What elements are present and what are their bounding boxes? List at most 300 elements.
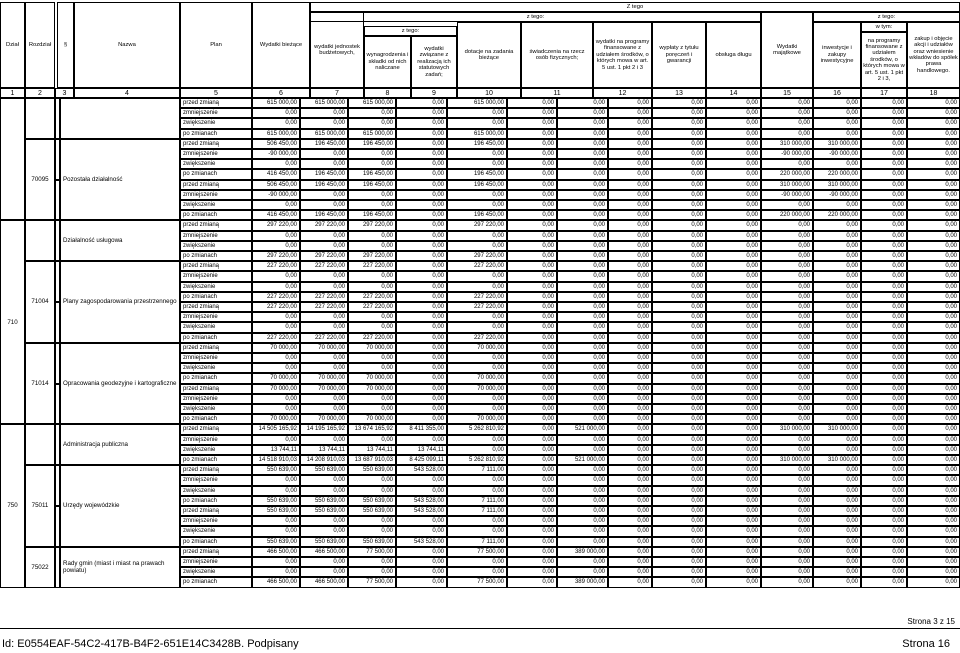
table-cell: 70 000,00 xyxy=(300,384,348,394)
row-label: zwiększenie xyxy=(180,282,252,292)
table-cell: 0,00 xyxy=(706,302,761,312)
table-cell: 310 000,00 xyxy=(813,455,861,465)
table-cell: 0,00 xyxy=(507,139,557,149)
table-cell: 227 220,00 xyxy=(447,302,507,312)
table-cell: 0,00 xyxy=(608,190,652,200)
table-cell: 543 528,00 xyxy=(396,506,447,516)
table-cell: 0,00 xyxy=(557,435,608,445)
table-cell: 0,00 xyxy=(396,516,447,526)
table-cell: 0,00 xyxy=(557,282,608,292)
table-cell: 0,00 xyxy=(300,271,348,281)
table-cell: 0,00 xyxy=(608,557,652,567)
table-cell: 0,00 xyxy=(608,231,652,241)
table-cell: 0,00 xyxy=(861,231,907,241)
table-cell: 0,00 xyxy=(608,180,652,190)
table-cell: 7 111,00 xyxy=(447,506,507,516)
table-cell: 0,00 xyxy=(813,537,861,547)
table-cell: 0,00 xyxy=(396,394,447,404)
table-cell: 0,00 xyxy=(813,241,861,251)
table-cell: 0,00 xyxy=(813,567,861,577)
table-cell: 0,00 xyxy=(608,567,652,577)
table-cell: 0,00 xyxy=(252,516,300,526)
table-cell: 77 500,00 xyxy=(348,547,396,557)
header-plan: Plan xyxy=(180,2,252,88)
table-cell: 0,00 xyxy=(907,486,960,496)
header-rozdzial: Rozdział xyxy=(25,2,55,88)
table-cell: 0,00 xyxy=(252,363,300,373)
table-cell: 0,00 xyxy=(813,200,861,210)
table-cell: 0,00 xyxy=(813,526,861,536)
table-cell: 0,00 xyxy=(507,302,557,312)
table-cell: 0,00 xyxy=(761,343,813,353)
table-cell: 0,00 xyxy=(813,118,861,128)
table-cell: 0,00 xyxy=(706,445,761,455)
table-cell: 0,00 xyxy=(557,220,608,230)
table-cell: 0,00 xyxy=(396,404,447,414)
column-number: 17 xyxy=(861,88,907,98)
table-cell: 0,00 xyxy=(507,567,557,577)
table-cell: 0,00 xyxy=(761,373,813,383)
row-label: zmniejszenie xyxy=(180,353,252,363)
table-cell: 0,00 xyxy=(761,547,813,557)
table-cell: 0,00 xyxy=(608,98,652,108)
table-cell: 0,00 xyxy=(348,567,396,577)
column-number: 8 xyxy=(364,88,411,98)
row-label: przed zmianą xyxy=(180,384,252,394)
table-cell: 0,00 xyxy=(907,353,960,363)
row-label: po zmianach xyxy=(180,373,252,383)
table-cell: 227 220,00 xyxy=(348,302,396,312)
table-cell: 0,00 xyxy=(507,424,557,434)
table-cell: 196 450,00 xyxy=(300,210,348,220)
table-cell: 0,00 xyxy=(396,557,447,567)
row-label: zmniejszenie xyxy=(180,190,252,200)
table-cell: 0,00 xyxy=(507,292,557,302)
table-cell: 0,00 xyxy=(706,557,761,567)
table-cell: 0,00 xyxy=(507,210,557,220)
table-cell: 70 000,00 xyxy=(447,343,507,353)
table-cell: 543 528,00 xyxy=(396,465,447,475)
table-cell: 0,00 xyxy=(652,302,706,312)
table-cell: 0,00 xyxy=(706,343,761,353)
table-cell: 0,00 xyxy=(557,108,608,118)
row-label: po zmianach xyxy=(180,496,252,506)
table-cell: 0,00 xyxy=(252,312,300,322)
table-cell: 0,00 xyxy=(557,363,608,373)
table-cell: 0,00 xyxy=(761,200,813,210)
table-cell: 550 639,00 xyxy=(252,496,300,506)
table-cell: 0,00 xyxy=(652,537,706,547)
table-cell: 0,00 xyxy=(861,353,907,363)
table-cell: 0,00 xyxy=(608,302,652,312)
table-cell: 550 639,00 xyxy=(300,506,348,516)
table-cell: 0,00 xyxy=(706,190,761,200)
table-cell: 0,00 xyxy=(507,435,557,445)
table-cell: 310 000,00 xyxy=(813,180,861,190)
table-cell: 0,00 xyxy=(813,435,861,445)
table-cell: 0,00 xyxy=(861,475,907,485)
table-cell: 0,00 xyxy=(396,333,447,343)
table-cell: 0,00 xyxy=(861,445,907,455)
row-label: zwiększenie xyxy=(180,567,252,577)
table-cell: 0,00 xyxy=(813,577,861,587)
table-cell: -90 000,00 xyxy=(761,149,813,159)
table-cell: 0,00 xyxy=(252,118,300,128)
table-cell: 0,00 xyxy=(861,363,907,373)
table-cell: 0,00 xyxy=(396,139,447,149)
table-cell: 0,00 xyxy=(861,465,907,475)
table-cell: 0,00 xyxy=(300,404,348,414)
table-cell: 0,00 xyxy=(252,200,300,210)
table-cell: 0,00 xyxy=(396,190,447,200)
table-cell: 0,00 xyxy=(300,312,348,322)
table-cell: 14 208 910,03 xyxy=(300,455,348,465)
table-cell: 0,00 xyxy=(608,129,652,139)
table-cell: 0,00 xyxy=(652,373,706,383)
table-cell: 0,00 xyxy=(252,282,300,292)
table-cell: 0,00 xyxy=(907,302,960,312)
table-cell: 0,00 xyxy=(608,526,652,536)
table-cell: 0,00 xyxy=(507,261,557,271)
table-cell: 0,00 xyxy=(608,292,652,302)
table-cell: 310 000,00 xyxy=(761,424,813,434)
row-label: przed zmianą xyxy=(180,261,252,271)
table-cell: 227 220,00 xyxy=(447,292,507,302)
table-cell: 0,00 xyxy=(907,210,960,220)
column-number: 14 xyxy=(706,88,761,98)
column-number: 4 xyxy=(74,88,180,98)
table-cell: 0,00 xyxy=(861,567,907,577)
table-cell: 0,00 xyxy=(507,526,557,536)
table-cell: 0,00 xyxy=(761,333,813,343)
name-blank xyxy=(60,98,180,139)
table-cell: 7 111,00 xyxy=(447,537,507,547)
table-cell: 0,00 xyxy=(761,292,813,302)
table-cell: 0,00 xyxy=(907,424,960,434)
header-wyplaty: wypłaty z tytułu poręczeń i gwarancji xyxy=(652,22,706,88)
table-cell: 0,00 xyxy=(557,251,608,261)
table-cell: 0,00 xyxy=(396,169,447,179)
table-cell: 0,00 xyxy=(447,118,507,128)
table-cell: 0,00 xyxy=(813,322,861,332)
table-cell: 0,00 xyxy=(396,241,447,251)
table-cell: 0,00 xyxy=(396,414,447,424)
header-wynagrodzenia: wynagrodzenia i składki od nich naliczane xyxy=(364,36,411,88)
table-cell: 0,00 xyxy=(761,577,813,587)
table-cell: 196 450,00 xyxy=(447,169,507,179)
table-cell: 0,00 xyxy=(447,363,507,373)
table-cell: 220 000,00 xyxy=(813,210,861,220)
table-cell: 0,00 xyxy=(861,220,907,230)
table-cell: 0,00 xyxy=(557,353,608,363)
table-cell: 550 639,00 xyxy=(252,537,300,547)
table-cell: 0,00 xyxy=(907,292,960,302)
table-cell: 0,00 xyxy=(300,200,348,210)
table-cell: 0,00 xyxy=(348,516,396,526)
table-cell: 0,00 xyxy=(907,567,960,577)
table-cell: 0,00 xyxy=(396,180,447,190)
table-cell: 196 450,00 xyxy=(447,180,507,190)
table-cell: 0,00 xyxy=(761,129,813,139)
table-cell: 0,00 xyxy=(447,190,507,200)
table-cell: 0,00 xyxy=(706,424,761,434)
table-cell: 0,00 xyxy=(907,180,960,190)
table-cell: 0,00 xyxy=(706,159,761,169)
table-cell: 0,00 xyxy=(907,445,960,455)
table-cell: 14 505 165,92 xyxy=(252,424,300,434)
column-number: 5 xyxy=(180,88,252,98)
table-cell: 0,00 xyxy=(706,282,761,292)
header-paragraf: § xyxy=(57,2,74,88)
table-cell: 0,00 xyxy=(608,271,652,281)
table-cell: 0,00 xyxy=(652,210,706,220)
table-cell: 0,00 xyxy=(608,445,652,455)
row-label: przed zmianą xyxy=(180,424,252,434)
table-cell: 615 000,00 xyxy=(300,129,348,139)
table-cell: 0,00 xyxy=(813,231,861,241)
row-label: przed zmianą xyxy=(180,547,252,557)
table-cell: 0,00 xyxy=(348,322,396,332)
table-cell: 0,00 xyxy=(557,129,608,139)
table-cell: 0,00 xyxy=(447,526,507,536)
table-cell: 0,00 xyxy=(608,516,652,526)
table-cell: 0,00 xyxy=(861,241,907,251)
table-cell: 0,00 xyxy=(907,312,960,322)
table-cell: 0,00 xyxy=(507,118,557,128)
row-label: zmniejszenie xyxy=(180,557,252,567)
table-cell: 0,00 xyxy=(507,363,557,373)
table-cell: 0,00 xyxy=(396,98,447,108)
table-cell: 0,00 xyxy=(608,465,652,475)
table-cell: 0,00 xyxy=(907,414,960,424)
table-cell: 0,00 xyxy=(761,312,813,322)
table-cell: 297 220,00 xyxy=(348,251,396,261)
table-cell: 227 220,00 xyxy=(348,333,396,343)
table-cell: 0,00 xyxy=(652,506,706,516)
table-cell: 0,00 xyxy=(557,241,608,251)
table-cell: 0,00 xyxy=(813,496,861,506)
table-cell: 0,00 xyxy=(861,261,907,271)
table-cell: 0,00 xyxy=(652,424,706,434)
header-w-tym: w tym: xyxy=(861,22,907,32)
table-cell: 0,00 xyxy=(396,343,447,353)
table-cell: 550 639,00 xyxy=(348,465,396,475)
table-cell: 0,00 xyxy=(557,333,608,343)
row-label: zwiększenie xyxy=(180,118,252,128)
table-cell: 466 500,00 xyxy=(252,577,300,587)
table-cell: 0,00 xyxy=(507,220,557,230)
rozdzial-blank xyxy=(25,424,55,465)
table-cell: 0,00 xyxy=(652,190,706,200)
table-cell: 0,00 xyxy=(507,353,557,363)
header-wydatki-biezace: Wydatki bieżące xyxy=(252,2,310,88)
table-cell: 0,00 xyxy=(447,108,507,118)
table-cell: 0,00 xyxy=(652,475,706,485)
row-label: po zmianach xyxy=(180,251,252,261)
table-cell: 0,00 xyxy=(706,312,761,322)
header-zakup-akcji: zakup i objęcie akcji i udziałów oraz wniesienie wkładów do spółek prawa handlowego. xyxy=(907,22,960,88)
table-cell: 0,00 xyxy=(861,292,907,302)
table-cell: 0,00 xyxy=(507,516,557,526)
table-cell: 0,00 xyxy=(608,506,652,516)
table-cell: 0,00 xyxy=(348,312,396,322)
table-cell: 0,00 xyxy=(252,322,300,332)
table-cell: 0,00 xyxy=(608,496,652,506)
row-label: zmniejszenie xyxy=(180,394,252,404)
table-cell: 0,00 xyxy=(652,526,706,536)
table-cell: 0,00 xyxy=(706,496,761,506)
table-cell: 0,00 xyxy=(557,231,608,241)
table-cell: 0,00 xyxy=(761,363,813,373)
table-cell: 5 262 810,92 xyxy=(447,455,507,465)
table-cell: 0,00 xyxy=(608,486,652,496)
row-label: przed zmianą xyxy=(180,98,252,108)
table-cell: 0,00 xyxy=(608,353,652,363)
table-cell: 0,00 xyxy=(652,333,706,343)
table-cell: 0,00 xyxy=(507,322,557,332)
table-cell: 0,00 xyxy=(861,159,907,169)
row-label: przed zmianą xyxy=(180,302,252,312)
table-cell: -90 000,00 xyxy=(813,149,861,159)
table-cell: 0,00 xyxy=(608,312,652,322)
column-number: 1 xyxy=(0,88,25,98)
table-cell: 0,00 xyxy=(557,394,608,404)
table-cell: 0,00 xyxy=(861,496,907,506)
table-cell: 389 000,00 xyxy=(557,547,608,557)
table-cell: 0,00 xyxy=(557,200,608,210)
table-cell: 0,00 xyxy=(861,271,907,281)
table-cell: 0,00 xyxy=(652,363,706,373)
table-cell: 0,00 xyxy=(813,302,861,312)
table-cell: 0,00 xyxy=(348,486,396,496)
table-cell: 0,00 xyxy=(557,302,608,312)
table-cell: 0,00 xyxy=(396,149,447,159)
table-cell: 0,00 xyxy=(557,271,608,281)
table-cell: 0,00 xyxy=(861,394,907,404)
table-cell: 0,00 xyxy=(300,363,348,373)
page-number: Strona 16 xyxy=(902,638,950,650)
table-cell: 0,00 xyxy=(706,98,761,108)
table-cell: 0,00 xyxy=(813,414,861,424)
table-cell: 0,00 xyxy=(652,139,706,149)
header-wydatki-programy: wydatki na programy finansowane z udziałem środków, o których mowa w art. 5 ust. 1 pkt 2 i 3 xyxy=(593,22,652,88)
table-cell: 0,00 xyxy=(907,506,960,516)
table-cell: 0,00 xyxy=(447,404,507,414)
table-cell: 0,00 xyxy=(652,282,706,292)
table-cell: 0,00 xyxy=(706,363,761,373)
table-cell: 0,00 xyxy=(252,231,300,241)
table-cell: 0,00 xyxy=(706,169,761,179)
row-label: po zmianach xyxy=(180,129,252,139)
table-cell: 77 500,00 xyxy=(447,577,507,587)
table-cell: 0,00 xyxy=(706,180,761,190)
table-cell: 0,00 xyxy=(907,455,960,465)
table-cell: 0,00 xyxy=(252,241,300,251)
table-cell: 0,00 xyxy=(652,455,706,465)
table-cell: 0,00 xyxy=(813,373,861,383)
table-cell: 13 744,11 xyxy=(252,445,300,455)
table-cell: 13 744,11 xyxy=(396,445,447,455)
table-cell: 77 500,00 xyxy=(348,577,396,587)
table-cell: 0,00 xyxy=(396,302,447,312)
table-cell: 220 000,00 xyxy=(813,169,861,179)
table-cell: 14 518 910,03 xyxy=(252,455,300,465)
table-cell: 0,00 xyxy=(907,496,960,506)
table-cell: 0,00 xyxy=(608,577,652,587)
table-cell: 0,00 xyxy=(608,404,652,414)
table-cell: 0,00 xyxy=(907,373,960,383)
table-cell: 0,00 xyxy=(608,149,652,159)
table-cell: 0,00 xyxy=(813,271,861,281)
table-cell: 0,00 xyxy=(348,363,396,373)
table-cell: 0,00 xyxy=(706,486,761,496)
table-cell: 227 220,00 xyxy=(252,261,300,271)
name-pozostala: Pozostała działalność xyxy=(60,139,180,221)
table-cell: 77 500,00 xyxy=(447,547,507,557)
row-label: przed zmianą xyxy=(180,139,252,149)
table-cell: 0,00 xyxy=(652,496,706,506)
table-cell: 0,00 xyxy=(608,241,652,251)
table-cell: 0,00 xyxy=(761,394,813,404)
rozdzial-70095: 70095 xyxy=(25,139,55,221)
table-cell: 0,00 xyxy=(761,435,813,445)
table-cell: 0,00 xyxy=(447,231,507,241)
table-cell: 0,00 xyxy=(861,526,907,536)
table-cell: 550 639,00 xyxy=(252,465,300,475)
row-label: przed zmianą xyxy=(180,220,252,230)
table-cell: 466 500,00 xyxy=(300,577,348,587)
footer-divider xyxy=(0,628,960,629)
table-cell: 227 220,00 xyxy=(447,333,507,343)
table-cell: 0,00 xyxy=(507,577,557,587)
table-cell: 0,00 xyxy=(608,322,652,332)
table-cell: 615 000,00 xyxy=(252,129,300,139)
table-cell: 0,00 xyxy=(396,353,447,363)
table-cell: 0,00 xyxy=(861,373,907,383)
table-cell: 0,00 xyxy=(813,292,861,302)
table-cell: 0,00 xyxy=(557,526,608,536)
row-label: po zmianach xyxy=(180,537,252,547)
table-cell: 310 000,00 xyxy=(761,139,813,149)
table-cell: 0,00 xyxy=(447,271,507,281)
table-cell: 0,00 xyxy=(907,465,960,475)
table-cell: 0,00 xyxy=(608,424,652,434)
table-cell: 0,00 xyxy=(300,231,348,241)
table-cell: 0,00 xyxy=(557,343,608,353)
table-cell: 0,00 xyxy=(396,526,447,536)
table-cell: 0,00 xyxy=(507,108,557,118)
table-cell: 0,00 xyxy=(706,475,761,485)
table-cell: 0,00 xyxy=(861,404,907,414)
table-cell: 0,00 xyxy=(706,547,761,557)
table-cell: 0,00 xyxy=(507,169,557,179)
table-cell: 0,00 xyxy=(608,200,652,210)
table-cell: 550 639,00 xyxy=(300,465,348,475)
table-cell: 0,00 xyxy=(706,292,761,302)
table-cell: 0,00 xyxy=(447,353,507,363)
table-cell: 0,00 xyxy=(396,210,447,220)
table-cell: 0,00 xyxy=(608,394,652,404)
column-number: 18 xyxy=(907,88,960,98)
row-label: zwiększenie xyxy=(180,322,252,332)
table-cell: 0,00 xyxy=(608,414,652,424)
table-cell: 0,00 xyxy=(608,373,652,383)
table-cell: 0,00 xyxy=(813,312,861,322)
table-cell: 615 000,00 xyxy=(300,98,348,108)
table-cell: 227 220,00 xyxy=(252,302,300,312)
table-cell: 0,00 xyxy=(396,251,447,261)
table-cell: 0,00 xyxy=(557,312,608,322)
